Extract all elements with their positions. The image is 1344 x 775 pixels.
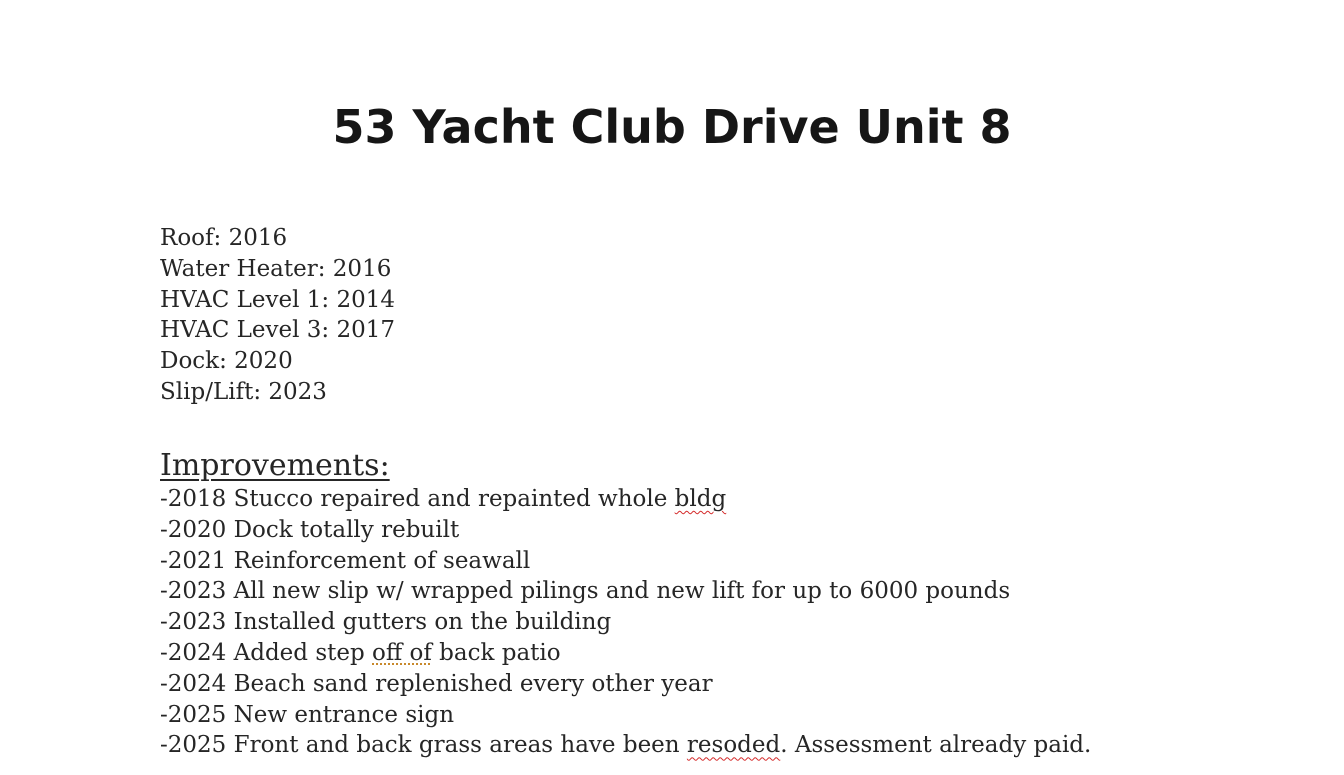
spec-water-heater: Water Heater: 2016 <box>160 255 392 282</box>
improvement-text-tail: . Assessment already paid. <box>780 732 1092 759</box>
improvement-item <box>160 515 1091 546</box>
spelling-flagged-word[interactable]: resoded <box>686 732 781 759</box>
spec-dock: Dock: 2020 <box>160 348 293 375</box>
improvement-item <box>160 669 1091 700</box>
improvement-text: -2024 Added step <box>160 639 373 666</box>
improvement-text-tail: back patio <box>431 639 561 666</box>
improvement-text: -2023 Installed gutters on the building <box>160 609 612 636</box>
specs-list <box>160 223 395 408</box>
improvement-text: -2023 All new slip w/ wrapped pilings and new lift for up to 6000 pounds <box>160 578 1011 605</box>
improvement-item <box>160 576 1091 607</box>
spelling-flagged-word[interactable]: bldg <box>674 486 727 512</box>
improvements-list <box>160 484 1091 761</box>
improvement-text: -2024 Beach sand replenished every other year <box>160 670 713 697</box>
improvement-item <box>160 700 1091 731</box>
improvement-text: -2025 New entrance sign <box>160 701 455 728</box>
improvements-heading: Improvements: <box>160 448 390 483</box>
improvement-text: -2021 Reinforcement of seawall <box>160 547 531 574</box>
spec-slip-lift: Slip/Lift: 2023 <box>160 378 327 405</box>
grammar-flagged-phrase[interactable]: off of <box>372 639 432 666</box>
spec-roof: Roof: 2016 <box>160 225 288 251</box>
document-title: 53 Yacht Club Drive Unit 8 <box>332 100 1012 154</box>
spec-hvac-level-1: HVAC Level 1: 2014 <box>160 286 396 313</box>
improvement-item <box>160 546 1091 577</box>
improvement-text: -2018 Stucco repaired and repainted whole <box>160 486 675 512</box>
improvement-item <box>160 638 1091 669</box>
spec-hvac-level-3: HVAC Level 3: 2017 <box>160 317 396 344</box>
improvement-item <box>160 607 1091 638</box>
improvement-item <box>160 730 1091 761</box>
improvement-text: -2025 Front and back grass areas have been <box>160 732 687 759</box>
improvement-text: -2020 Dock totally rebuilt <box>160 516 460 543</box>
improvement-item <box>160 484 1091 515</box>
